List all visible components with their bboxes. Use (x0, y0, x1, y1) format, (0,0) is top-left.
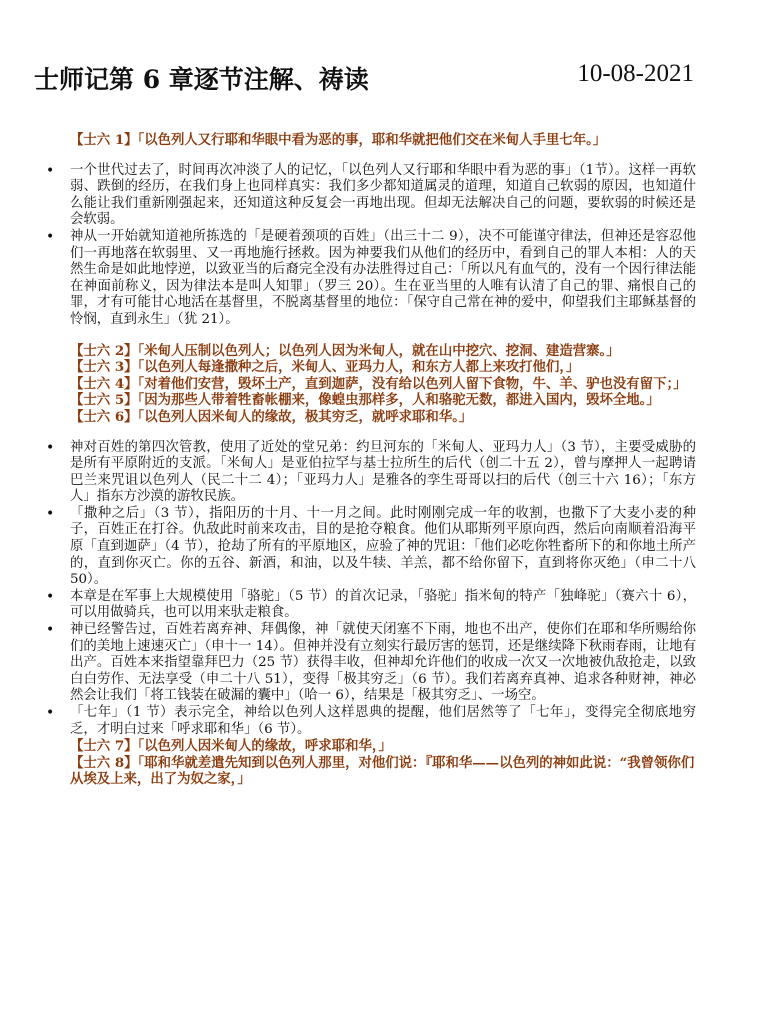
verse-text: 【士六 6】「以色列人因米甸人的缘故，极其穷乏，就呼求耶和华。」 (70, 408, 473, 425)
verse-text: 【士六 7】「以色列人因米甸人的缘故，呼求耶和华，」 (70, 738, 392, 755)
note-item: • 本章是在军事上大规模使用「骆驼」（5 节）的首次记录，「骆驼」指米甸的特产「独峰驼」（赛六十 6），可以用做骑兵，也可以用来驮走粮食。 (70, 589, 696, 622)
verse-text: 【士六 1】「以色列人又行耶和华眼中看为恶的事，耶和华就把他们交在米甸人手里七年。」 (70, 132, 607, 148)
verse-text: 【士六 3】「以色列人每逢撒种之后，米甸人、亚玛力人，和东方人都上来攻打他们，」 (70, 359, 580, 376)
note-item: • 神对百姓的第四次管教，使用了近处的堂兄弟：约旦河东的「米甸人、亚玛力人」（3 节），主要受威胁的是所有平原附近的支派。「米甸人」是亚伯拉罕与基士拉所生的后代（创二十五 2），曾与摩押人一起聘请巴兰来咒诅以色列人（民二十二 4）；「亚玛力人」是雅各的孪生哥哥以扫的后代（创三十六 16）；「东方人」指东方沙漠的游牧民族。 (70, 440, 696, 506)
verse-text: 【士六 4】「对着他们安营，毁坏土产，直到迦萨，没有给以色列人留下食物，牛、羊、驴也没有留下；」 (70, 375, 687, 392)
verse-block-3 (70, 738, 696, 788)
note-item: • 「七年」（1 节）表示完全，神给以色列人这样恩典的提醒，他们居然等了「七年」，变得完全彻底地穷乏，才明白过来「呼求耶和华」（6 节）。 (70, 705, 696, 738)
verse-text: 【士六 5】「因为那些人带着牲畜帐棚来，像蝗虫那样多，人和骆驼无数，都进入国内，毁坏全地。」 (70, 392, 660, 409)
notes-list-1 (70, 163, 696, 329)
verse-block-1 (70, 132, 696, 149)
note-item: • 神已经警告过，百姓若离弃神、拜偶像，神「就使天闭塞不下雨，地也不出产，使你们在耶和华所赐给你们的美地上速速灭亡」（申十一 14）。但神并没有立刻实行最厉害的惩罚，还是继续降下秋雨春雨，让地有出产。百姓本来指望靠拜巴力（25 节）获得丰收，但神却允许他们的收成一次又一次地被仇敌抢走，以致白白劳作、无法享受（申二十八 51），变得「极其穷乏」（6 节）。我们若离弃真神、追求各种财神，神必然会让我们「将工钱装在破漏的囊中」（哈一 6），结果是「极其穷乏」、一场空。 (70, 622, 696, 705)
verse-text: 【士六 8】「耶和华就差遣先知到以色列人那里，对他们说：『耶和华——以色列的神如此说：“我曾领你们从埃及上来，出了为奴之家，」 (70, 754, 695, 788)
note-item: • 神从一开始就知道祂所拣选的「是硬着颈项的百姓」（出三十二 9），决不可能谨守律法，但神还是容忍他们一再地落在软弱里、又一再地施行拯救。因为神要我们从他们的经历中，看到自己的罪人本相：人的天然生命是如此地悖逆，以致亚当的后裔完全没有办法胜得过自己：「所以凡有血气的，没有一个因行律法能在神面前称义，因为律法本是叫人知罪」（罗三 20）。生在亚当里的人唯有认清了自己的罪、痛恨自己的罪，才有可能甘心地活在基督里，不脱离基督里的地位：「保守自己常在神的爱中，仰望我们主耶稣基督的怜悯，直到永生」（犹 21）。 (70, 229, 696, 329)
verse-block-2 (70, 343, 696, 426)
page-date: 10-08-2021 (577, 60, 694, 87)
verse-text: 【士六 2】「米甸人压制以色列人；以色列人因为米甸人，就在山中挖穴、挖洞、建造营寨。」 (70, 342, 620, 359)
note-item: • 一个世代过去了，时间再次冲淡了人的记忆，「以色列人又行耶和华眼中看为恶的事」（1节）。这样一再软弱、跌倒的经历，在我们身上也同样真实：我们多少都知道属灵的道理，知道自己软弱的原因，也知道什么能让我们重新刚强起来，还知道这种反复会一再地出现。但却无法解决自己的问题，要软弱的时候还是会软弱。 (70, 163, 696, 229)
notes-list-2 (70, 440, 696, 739)
header (34, 60, 694, 100)
page-title: 士师记第 6 章逐节注解、祷读 (34, 65, 369, 94)
content (70, 132, 696, 788)
note-item: • 「撒种之后」（3 节），指阳历的十月、十一月之间。此时刚刚完成一年的收割，也撒下了大麦小麦的种子，百姓正在打谷。仇敌此时前来攻击，目的是抢夺粮食。他们从耶斯列平原向西，然后向南顺着沿海平原「直到迦萨」（4 节），抢劫了所有的平原地区，应验了神的咒诅：「他们必吃你牲畜所下的和你地土所产的，直到你灭亡。你的五谷、新酒，和油，以及牛犊、羊羔，都不给你留下，直到将你灭绝」（申二十八 50）。 (70, 506, 696, 589)
